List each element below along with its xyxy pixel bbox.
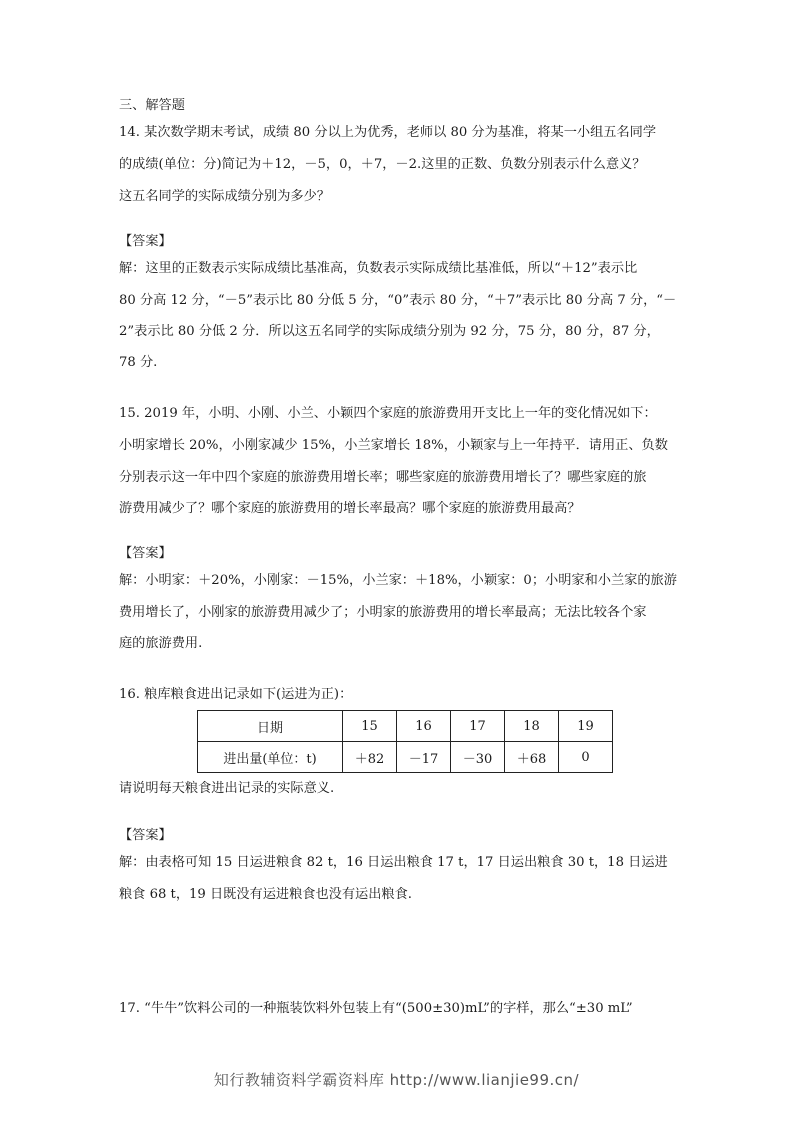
table-cell: ＋68 — [505, 742, 559, 773]
answer-text-line: 解：小明家：＋20%，小刚家：－15%，小兰家：＋18%，小颖家：0；小明家和小兰家的旅游 — [119, 573, 677, 588]
section-heading: 三、解答题 — [119, 98, 185, 113]
question-text-line: 的成绩(单位：分)简记为＋12，－5，0，＋7，－2.这里的正数、负数分别表示什么意义？ — [119, 157, 646, 172]
question-text-line: 游费用减少了？哪个家庭的旅游费用的增长率最高？哪个家庭的旅游费用最高？ — [119, 501, 581, 516]
answer-text-line: 庭的旅游费用. — [119, 636, 203, 651]
answer-label: 【答案】 — [119, 546, 172, 561]
table-cell: －17 — [397, 742, 451, 773]
answer-text-line: 解：由表格可知 15 日运进粮食 82 t，16 日运出粮食 17 t，17 日运出粮食 30 t，18 日运进 — [119, 855, 668, 870]
table-header-cell: 进出量(单位：t) — [198, 742, 343, 773]
answer-text-line: 2”表示比 80 分低 2 分．所以这五名同学的实际成绩分别为 92 分，75 分，80 分，87 分， — [119, 324, 660, 339]
answer-text-line: 78 分. — [119, 355, 158, 370]
table-cell: －30 — [451, 742, 505, 773]
question-text-line: 15. 2019 年，小明、小刚、小兰、小颖四个家庭的旅游费用开支比上一年的变化情况如下： — [119, 406, 657, 421]
table-row — [198, 711, 613, 742]
table-cell: 0 — [559, 742, 613, 773]
question-text-line: 小明家增长 20%，小刚家减少 15%，小兰家增长 18%，小颖家与上一年持平．请用正、负数 — [119, 438, 668, 453]
table-row — [198, 742, 613, 773]
question-text-line: 分别表示这一年中四个家庭的旅游费用增长率；哪些家庭的旅游费用增长了？哪些家庭的旅 — [119, 470, 647, 485]
grain-record-table — [197, 710, 613, 773]
answer-label: 【答案】 — [119, 828, 172, 843]
question-text-line: 17. “牛牛”饮料公司的一种瓶装饮料外包装上有“(500±30)mL”的字样，那么“±30 mL” — [119, 1001, 633, 1016]
table-cell: ＋82 — [343, 742, 397, 773]
answer-text-line: 80 分高 12 分，“－5”表示比 80 分低 5 分，“0”表示 80 分，“＋7”表示比 80 分高 7 分，“－ — [119, 293, 677, 308]
table-cell: 19 — [559, 711, 613, 742]
table-cell: 17 — [451, 711, 505, 742]
question-text-line: 16. 粮库粮食进出记录如下(运进为正)： — [119, 687, 353, 702]
answer-label: 【答案】 — [119, 234, 172, 249]
table-header-cell: 日期 — [198, 711, 343, 742]
table-cell: 15 — [343, 711, 397, 742]
question-text-line: 请说明每天粮食进出记录的实际意义. — [119, 781, 335, 796]
table-cell: 18 — [505, 711, 559, 742]
footer-watermark: 知行教辅资料学霸资料库 http://www.lianjie99.cn/ — [213, 1071, 580, 1089]
answer-text-line: 解：这里的正数表示实际成绩比基准高，负数表示实际成绩比基准低，所以“＋12”表示比 — [119, 261, 638, 276]
answer-text-line: 费用增长了，小刚家的旅游费用减少了；小明家的旅游费用的增长率最高；无法比较各个家 — [119, 605, 647, 620]
answer-text-line: 粮食 68 t，19 日既没有运进粮食也没有运出粮食. — [119, 887, 413, 902]
question-text-line: 14. 某次数学期末考试，成绩 80 分以上为优秀，老师以 80 分为基准，将某一小组五名同学 — [119, 125, 657, 140]
question-text-line: 这五名同学的实际成绩分别为多少？ — [119, 189, 330, 204]
table-cell: 16 — [397, 711, 451, 742]
